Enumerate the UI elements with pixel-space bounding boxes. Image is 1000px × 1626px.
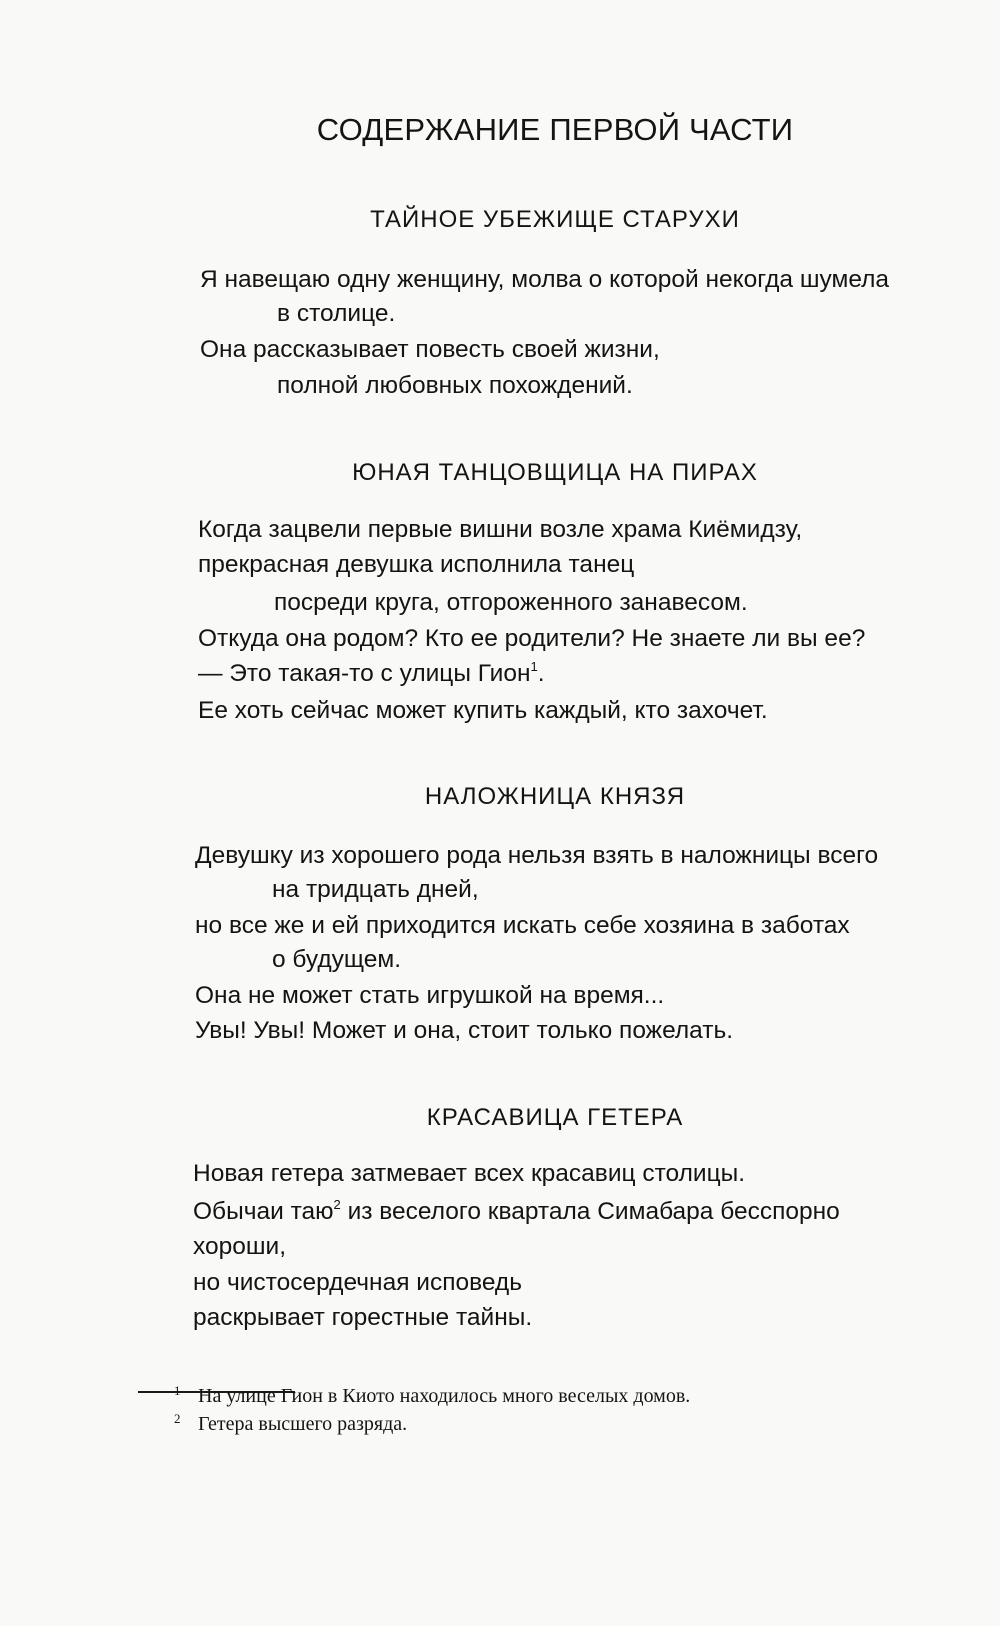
text-line: хороши,: [193, 1233, 286, 1260]
text-line: о будущем.: [272, 946, 402, 973]
footnote-number: 1: [174, 1383, 181, 1398]
text-line: полной любовных похождений.: [277, 372, 633, 399]
text-span: Обычаи таю: [193, 1198, 334, 1225]
footnote-ref-1[interactable]: 1: [530, 659, 538, 674]
section-heading-old-woman: ТАЙНОЕ УБЕЖИЩЕ СТАРУХИ: [370, 206, 740, 233]
text-line: посреди круга, отгороженного занавесом.: [274, 589, 748, 616]
text-line: Увы! Увы! Может и она, стоит только пожелать.: [195, 1017, 734, 1044]
text-line: Она рассказывает повесть своей жизни,: [200, 336, 660, 363]
text-line: на тридцать дней,: [272, 876, 479, 903]
text-line: Новая гетера затмевает всех красавиц столицы.: [193, 1160, 746, 1187]
text-span: .: [537, 660, 545, 687]
page-title: СОДЕРЖАНИЕ ПЕРВОЙ ЧАСТИ: [316, 112, 794, 147]
footnote-number: 2: [174, 1411, 181, 1426]
footnote-ref-2[interactable]: 2: [333, 1197, 341, 1212]
text-line: прекрасная девушка исполнила танец: [198, 551, 635, 578]
text-line: но все же и ей приходится искать себе хозяина в заботах: [195, 912, 850, 939]
text-line: Девушку из хорошего рода нельзя взять в наложницы всего: [195, 842, 879, 869]
text-span: — Это такая-то с улицы Гион: [198, 660, 531, 687]
text-line: Когда зацвели первые вишни возле храма Киёмидзу,: [198, 516, 803, 543]
text-line: Она не может стать игрушкой на время...: [195, 982, 665, 1009]
text-line: раскрывает горестные тайны.: [193, 1304, 533, 1331]
text-line: Ее хоть сейчас может купить каждый, кто захочет.: [198, 697, 768, 724]
text-line: Я навещаю одну женщину, молва о которой некогда шумела: [200, 266, 890, 293]
section-heading-concubine: НАЛОЖНИЦА КНЯЗЯ: [424, 783, 686, 810]
text-line: в столице.: [277, 300, 396, 327]
text-line: но чистосердечная исповедь: [193, 1269, 522, 1296]
section-heading-courtesan: КРАСАВИЦА ГЕТЕРА: [426, 1104, 684, 1131]
section-heading-dancer: ЮНАЯ ТАНЦОВЩИЦА НА ПИРАХ: [352, 459, 758, 486]
text-line: Откуда она родом? Кто ее родители? Не знаете ли вы ее?: [198, 625, 866, 652]
text-line: [198, 660, 545, 688]
footnote-text: На улице Гион в Киото находилось много веселых домов.: [198, 1385, 691, 1407]
text-line: [193, 1198, 840, 1226]
footnote-text: Гетера высшего разряда.: [198, 1413, 408, 1435]
text-span: из веселого квартала Симабара бесспорно: [340, 1198, 840, 1225]
